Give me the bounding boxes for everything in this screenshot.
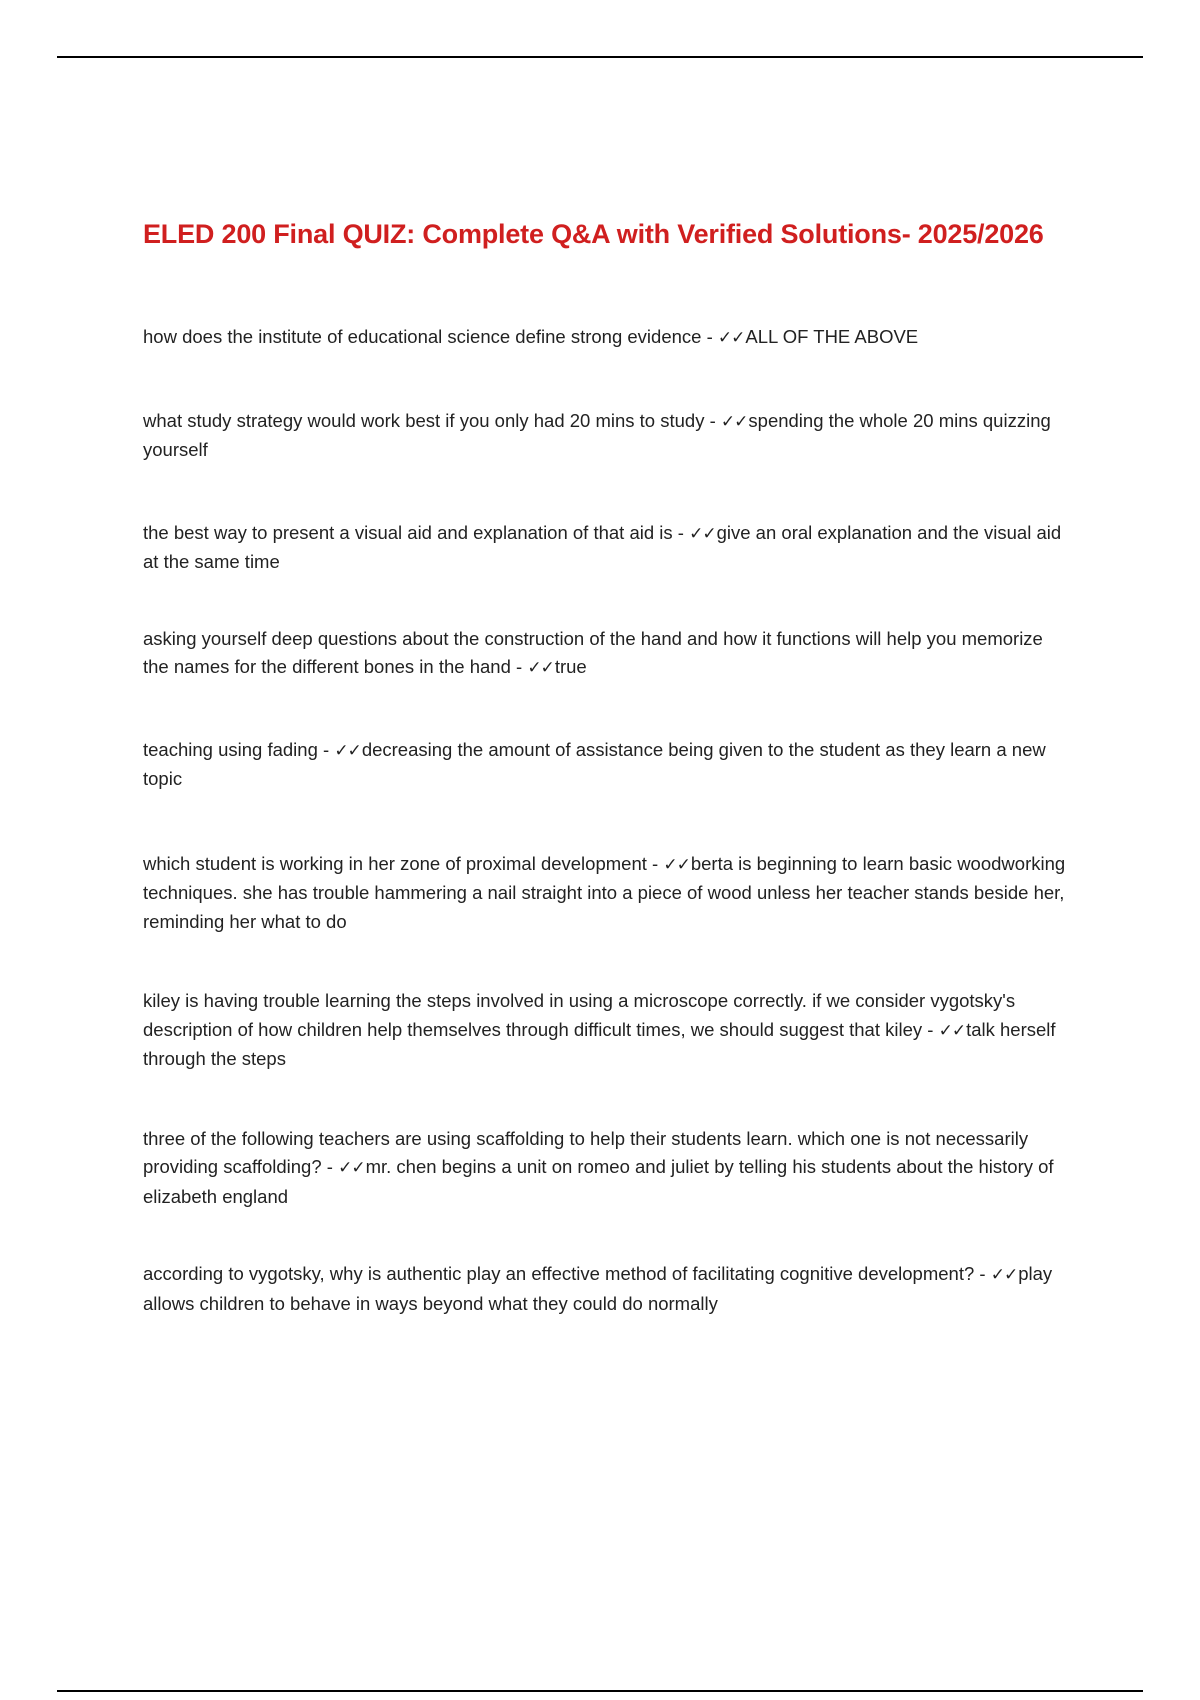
question-text: according to vygotsky, why is authentic play an effective method of facilitating cognitive development? — [143, 1263, 975, 1284]
check-mark-icon: ✓✓ — [334, 740, 361, 761]
answer-text: berta is beginning to learn basic woodworking techniques. she has trouble hammering a nail straight into a piece of wood unless her teacher stands beside her, reminding her what to do — [143, 852, 1066, 932]
qa-item — [143, 1125, 1068, 1212]
qa-item — [143, 1260, 1068, 1318]
answer-text: mr. chen begins a unit on romeo and juliet by telling his students about the history of elizabeth england — [143, 1156, 1054, 1207]
question-text: teaching using fading — [143, 738, 318, 760]
question-text: three of the following teachers are using scaffolding to help their students learn. which one is not necessarily providing scaffolding? — [143, 1127, 1029, 1177]
question-text: kiley is having trouble learning the steps involved in using a microscope correctly. if we consider vygotsky's description of how children help themselves through difficult times, we should suggest that kiley — [143, 990, 1016, 1040]
qa-item — [143, 407, 1068, 465]
separator: - — [646, 852, 664, 874]
answer-text: give an oral explanation and the visual aid at the same time — [143, 521, 1062, 572]
question-text: how does the institute of educational science define strong evidence — [143, 326, 702, 347]
footer-rule — [57, 1690, 1143, 1692]
answer-text: true — [554, 656, 587, 677]
separator: - — [317, 738, 335, 760]
check-mark-icon: ✓✓ — [527, 658, 554, 678]
separator: - — [922, 1018, 939, 1040]
separator: - — [974, 1263, 991, 1284]
separator: - — [701, 326, 718, 347]
separator: - — [672, 521, 690, 543]
answer-text: talk herself through the steps — [143, 1018, 1056, 1069]
qa-list — [143, 323, 1068, 1318]
answer-text: ALL OF THE ABOVE — [745, 326, 919, 347]
answer-text: decreasing the amount of assistance being given to the student as they learn a new topic — [143, 738, 1046, 789]
header-rule — [57, 56, 1143, 58]
check-mark-icon: ✓✓ — [720, 411, 748, 432]
qa-item — [143, 625, 1068, 683]
check-mark-icon: ✓✓ — [938, 1020, 966, 1041]
answer-text: play allows children to behave in ways beyond what they could do normally — [143, 1263, 1053, 1314]
question-text: the best way to present a visual aid and explanation of that aid is — [143, 521, 673, 543]
qa-item — [143, 519, 1068, 577]
separator: - — [321, 1156, 339, 1177]
qa-item — [143, 987, 1068, 1074]
check-mark-icon: ✓✓ — [689, 523, 716, 544]
question-text: asking yourself deep questions about the construction of the hand and how it functions will help you memorize the names for the different bones in the hand — [143, 627, 1043, 677]
check-mark-icon: ✓✓ — [663, 854, 690, 875]
check-mark-icon: ✓✓ — [717, 328, 745, 348]
document-title: ELED 200 Final QUIZ: Complete Q&A with Verified Solutions- 2025/2026 — [143, 219, 1044, 249]
check-mark-icon: ✓✓ — [338, 1158, 365, 1178]
qa-item — [143, 850, 1068, 937]
check-mark-icon: ✓✓ — [990, 1265, 1018, 1285]
answer-text: spending the whole 20 mins quizzing yourself — [143, 409, 1051, 460]
separator: - — [510, 656, 528, 677]
document-body — [143, 215, 1068, 1318]
qa-item — [143, 736, 1068, 794]
question-text: what study strategy would work best if you only had 20 mins to study — [143, 409, 705, 431]
question-text: which student is working in her zone of proximal development — [143, 852, 647, 874]
separator: - — [704, 409, 721, 431]
qa-item — [143, 323, 1068, 353]
